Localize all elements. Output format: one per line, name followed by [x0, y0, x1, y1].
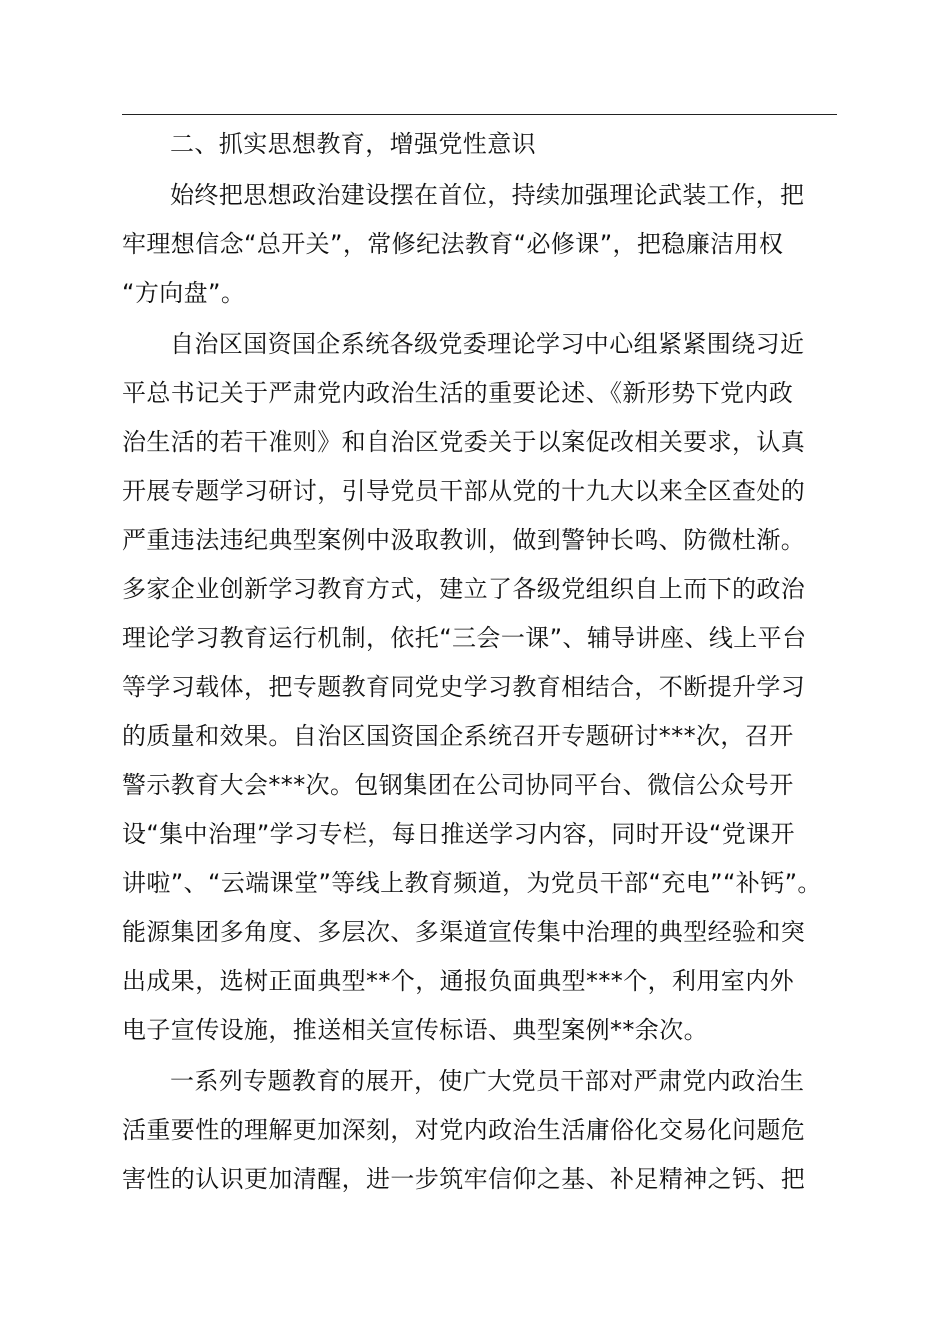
paragraph-line: 牢理想信念“总开关”，常修纪法教育“必修课”，把稳廉洁用权: [122, 230, 784, 258]
paragraph-line: 讲啦”、“云端课堂”等线上教育频道，为党员干部“充电”“补钙”。: [122, 869, 822, 897]
paragraph-line: 活重要性的理解更加深刻，对党内政治生活庸俗化交易化问题危: [122, 1116, 806, 1144]
paragraph-line: 多家企业创新学习教育方式，建立了各级党组织自上而下的政治: [122, 575, 806, 603]
paragraph-line: 一系列专题教育的展开，使广大党员干部对严肃党内政治生: [170, 1067, 805, 1095]
paragraph-line: 出成果，选树正面典型**个，通报负面典型***个，利用室内外: [122, 967, 794, 995]
paragraph-line: 的质量和效果。自治区国资国企系统召开专题研讨***次，召开: [122, 722, 794, 750]
paragraph-line: 等学习载体，把专题教育同党史学习教育相结合，不断提升学习: [122, 673, 806, 701]
paragraph-line: 开展专题学习研讨，引导党员干部从党的十九大以来全区查处的: [122, 477, 806, 505]
paragraph-line: “方向盘”。: [122, 279, 246, 307]
section-heading: 二、抓实思想教育，增强党性意识: [170, 130, 536, 158]
paragraph-line: 始终把思想政治建设摆在首位，持续加强理论武装工作，把: [170, 181, 805, 209]
paragraph-line: 电子宣传设施，推送相关宣传标语、典型案例**余次。: [122, 1016, 708, 1044]
paragraph-line: 严重违法违纪典型案例中汲取教训，做到警钟长鸣、防微杜渐。: [122, 526, 806, 554]
paragraph-line: 平总书记关于严肃党内政治生活的重要论述、《新形势下党内政: [122, 379, 794, 407]
paragraph-2: [122, 320, 850, 1055]
document-body: [122, 120, 850, 1204]
paragraph-line: 自治区国资国企系统各级党委理论学习中心组紧紧围绕习近: [170, 330, 805, 358]
paragraph-line: 能源集团多角度、多层次、多渠道宣传集中治理的典型经验和突: [122, 918, 806, 946]
paragraph-line: 理论学习教育运行机制，依托“三会一课”、辅导讲座、线上平台: [122, 624, 807, 652]
paragraph-line: 治生活的若干准则》和自治区党委关于以案促改相关要求，认真: [122, 428, 806, 456]
paragraph-3: [122, 1057, 850, 1204]
header-rule: [122, 114, 837, 115]
paragraph-1: [122, 171, 850, 318]
paragraph-line: 设“集中治理”学习专栏，每日推送学习内容，同时开设“党课开: [122, 820, 795, 848]
paragraph-line: 害性的认识更加清醒，进一步筑牢信仰之基、补足精神之钙、把: [122, 1165, 806, 1193]
paragraph-line: 警示教育大会***次。包钢集团在公司协同平台、微信公众号开: [122, 771, 794, 799]
